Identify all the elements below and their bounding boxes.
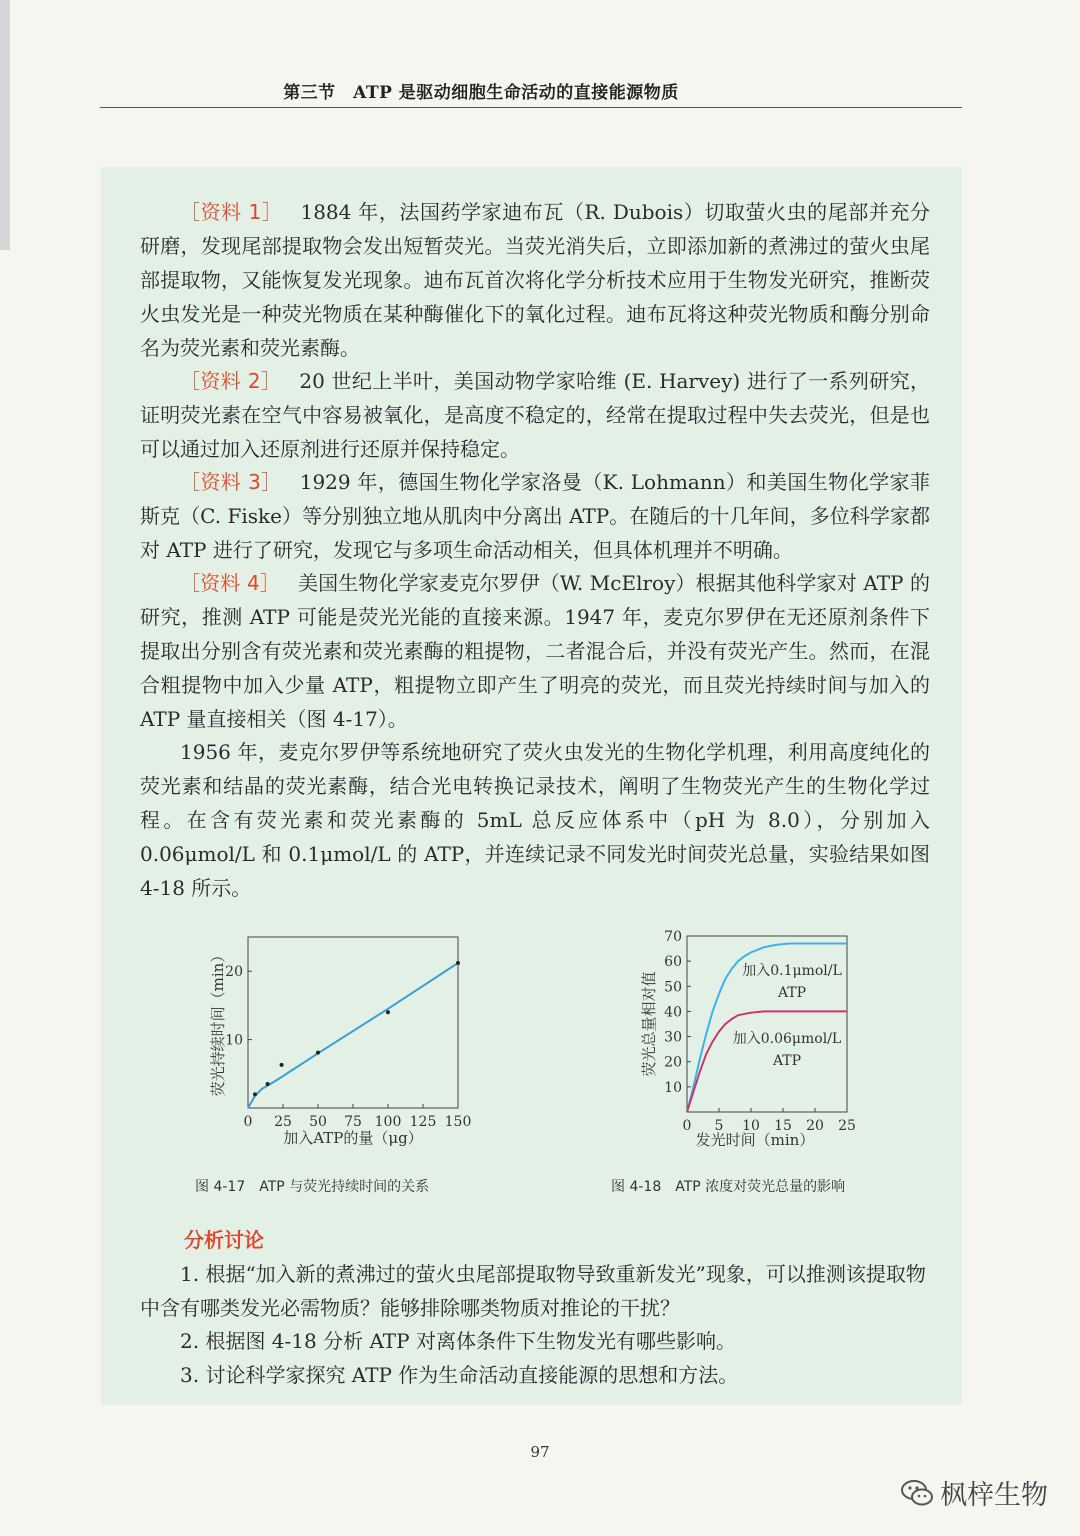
c2-xtick-label-1: 5 xyxy=(714,1118,724,1134)
chart2-series-0.06-label-b: ATP xyxy=(772,1053,802,1069)
chart2-series-0.1-label-b: ATP xyxy=(777,985,807,1001)
c1-point-2 xyxy=(280,1063,284,1067)
c1-xtick-label-5: 125 xyxy=(409,1114,437,1130)
material-3-tag: ［资料 3］ xyxy=(180,470,282,494)
c2-xtick-label-0: 0 xyxy=(682,1118,692,1134)
c2-xtick-label-5: 25 xyxy=(838,1118,856,1134)
running-head: 第三节 ATP 是驱动细胞生命活动的直接能源物质 xyxy=(283,83,679,103)
c2-xtick-label-4: 20 xyxy=(806,1118,824,1134)
material-3-text: 1929 年，德国生物化学家洛曼（K. Lohmann）和美国生物化学家菲斯克（C. Fiske）等分别独立地从肌肉中分离出 ATP。在随后的十几年间，多位科学家都对 ATP 进行了研究，发现它与多项生命活动相关，但具体机理并不明确。 xyxy=(140,470,930,562)
material-1-text: 1884 年，法国药学家迪布瓦（R. Dubois）切取萤火虫的尾部并充分研磨，发现尾部提取物会发出短暂荧光。当荧光消失后，立即添加新的煮沸过的萤火虫尾部提取物，又能恢复发光现象。迪布瓦首次将化学分析技术应用于生物发光研究，推断荧火虫发光是一种荧光物质在某种酶催化下的氧化过程。迪布瓦将这种荧光物质和酶分别命名为荧光素和荧光素酶。 xyxy=(140,200,930,360)
chart2-xlabel: 发光时间（min） xyxy=(695,1131,815,1149)
c1-xtick-label-1: 25 xyxy=(274,1114,292,1130)
chart1-plot-area xyxy=(248,937,458,1108)
c1-xtick-label-0: 0 xyxy=(243,1114,253,1130)
chart-atp-duration xyxy=(195,925,485,1160)
page-number: 97 xyxy=(530,1443,550,1461)
chart2-series-0.06-label-a: 加入0.06μmol/L xyxy=(732,1031,842,1047)
watermark-text: 枫梓生物 xyxy=(940,1480,1048,1511)
c1-xtick-label-3: 75 xyxy=(344,1114,362,1130)
material-2 xyxy=(140,364,930,466)
watermark xyxy=(900,1473,1048,1512)
c2-ytick-label-2: 30 xyxy=(664,1029,682,1046)
wechat-icon xyxy=(900,1478,934,1508)
chart-atp-fluorescence xyxy=(630,925,910,1160)
c2-ytick-label-0: 10 xyxy=(664,1079,682,1096)
c2-xtick-label-2: 10 xyxy=(742,1118,760,1134)
c2-ytick-label-1: 20 xyxy=(664,1054,682,1071)
chart1-series-line xyxy=(248,963,458,1108)
material-4-text: 美国生物化学家麦克尔罗伊（W. McElroy）根据其他科学家对 ATP 的研究，推测 ATP 可能是荧光光能的直接来源。1947 年，麦克尔罗伊在无还原剂条件下提取出分别含有荧光素和荧光素酶的粗提物，二者混合后，并没有荧光产生。然而，在混合粗提物中加入少量 ATP，粗提物立即产生了明亮的荧光，而且荧光持续时间与加入的 ATP 量直接相关（图 4-17）。 xyxy=(140,571,930,731)
c2-xtick-label-3: 15 xyxy=(774,1118,792,1134)
material-2-text: 20 世纪上半叶，美国动物学家哈维 (E. Harvey) 进行了一系列研究，证明荧光素在空气中容易被氧化，是高度不稳定的，经常在提取过程中失去荧光，但是也可以通过加入还原剂进行还原并保持稳定。 xyxy=(140,369,930,461)
c1-point-5 xyxy=(456,961,460,965)
material-4 xyxy=(140,566,930,736)
chart1-ylabel: 荧光持续时间（min） xyxy=(209,947,227,1097)
c1-point-1 xyxy=(266,1082,270,1086)
c2-ytick-label-4: 50 xyxy=(664,979,682,996)
c1-xtick-label-6: 150 xyxy=(444,1114,472,1130)
figure-4-18-caption: 图 4-18 ATP 浓度对荧光总量的影响 xyxy=(611,1179,846,1195)
c1-ytick-label-1: 20 xyxy=(225,964,243,981)
c1-xtick-label-4: 100 xyxy=(374,1114,402,1130)
paragraph-1956: 1956 年，麦克尔罗伊等系统地研究了荧火虫发光的生物化学机理，利用高度纯化的荧光素和结晶的荧光素酶，结合光电转换记录技术，阐明了生物荧光产生的生物化学过程。在含有荧光素和荧光素酶的 5mL 总反应体系中（pH 为 8.0），分别加入 0.06μmol/L 和 0.1μmol/L 的 ATP，并连续记录不同发光时间荧光总量，实验结果如图 4-18 所示。 xyxy=(140,740,930,900)
discussion-question-2: 2. 根据图 4-18 分析 ATP 对离体条件下生物发光有哪些影响。 xyxy=(180,1329,736,1353)
material-1-tag: ［资料 1］ xyxy=(180,200,283,224)
chart2-series-0.1-label-a: 加入0.1μmol/L xyxy=(742,963,842,979)
chart1-xlabel: 加入ATP的量（μg） xyxy=(283,1129,423,1147)
c1-point-0 xyxy=(253,1092,257,1096)
c1-point-3 xyxy=(316,1051,320,1055)
c2-ytick-label-6: 70 xyxy=(664,929,682,945)
material-1 xyxy=(140,195,930,365)
chart2-series-0.06-line xyxy=(687,1011,847,1112)
header-rule xyxy=(100,107,962,108)
c1-ytick-label-0: 10 xyxy=(225,1032,243,1049)
material-3 xyxy=(140,465,930,567)
material-2-tag: ［资料 2］ xyxy=(180,369,282,393)
chart2-ylabel: 荧光总量相对值 xyxy=(640,971,658,1077)
material-4-tag: ［资料 4］ xyxy=(180,571,280,595)
c1-point-4 xyxy=(386,1010,390,1014)
discussion-question-1: 1. 根据“加入新的煮沸过的萤火虫尾部提取物导致重新发光”现象，可以推测该提取物中含有哪类发光必需物质？能够排除哪类物质对推论的干扰？ xyxy=(140,1262,926,1320)
discussion-question-3: 3. 讨论科学家探究 ATP 作为生命活动直接能源的思想和方法。 xyxy=(180,1363,739,1387)
c2-ytick-label-3: 40 xyxy=(664,1004,682,1021)
page-edge-bar xyxy=(0,0,10,250)
discussion-title: 分析讨论 xyxy=(184,1228,264,1252)
c1-xtick-label-2: 50 xyxy=(309,1114,327,1130)
figure-4-17-caption: 图 4-17 ATP 与荧光持续时间的关系 xyxy=(195,1179,430,1195)
c2-ytick-label-5: 60 xyxy=(664,954,682,971)
